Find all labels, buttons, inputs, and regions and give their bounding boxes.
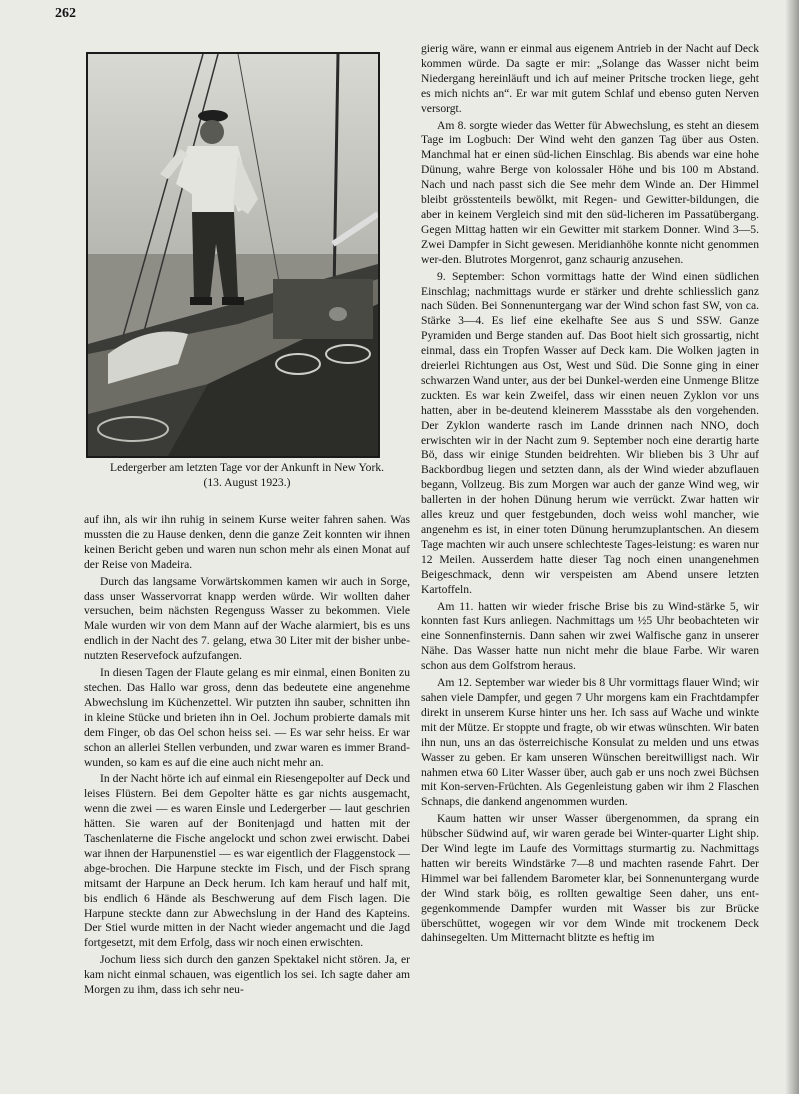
paragraph: Durch das langsame Vorwärtskommen kamen wir auch in Sorge, dass unser Wasservorrat knapp werden würde. Wir wollten daher versuchen, beim nächsten Regenguss Wasser zu bekommen. Viele Male wurden wir von dem Mann auf der Wache alarmiert, bis es uns endlich in der Nacht des 7. gelang, etwa 30 Liter mit der bisher unbe-nutzten Reservefock aufzufangen. (84, 574, 410, 663)
paragraph: Am 8. sorgte wieder das Wetter für Abwechslung, es steht an diesem Tage im Logbuch: Der Wind weht den ganzen Tag über aus Osten. Manchmal hat er einen süd-lichen Einschlag. Bis abends war eine hohe Dünung, wahre Berge von kolossaler Höhe und bis 100 m Abstand. Nach und nach passt sich die See mehr dem Winde an. Der Himmel bleibt grösstenteils bewölkt, mit Regen- und Gewitter-bildungen, die aber in keinem Vergleich sind mit den süd-licheren im Passatübergang. Gegen Mittag hatten wir ein Gewitter mit starkem Donner. Wind 3—5. Zwei Dampfer in Sicht gewesen. Meridianhöhe konnte nicht genommen wer-den. Blutrotes Morgenrot, ganz schaurig anzusehen. (421, 118, 759, 266)
paragraph: Am 11. hatten wir wieder frische Brise bis zu Wind-stärke 5, wir konnten fast Kurs anliegen. Nachmittags um ½5 Uhr beobachteten wir eine Sonnenfinsternis. Dann sahen wir zwei Walfische ganz in unserer Nähe. Das Wasser hatte nun nicht mehr die blaue Farbe. Wir waren schon aus dem Golfstrom heraus. (421, 599, 759, 673)
page-edge-shadow (785, 0, 799, 1094)
paragraph: gierig wäre, wann er einmal aus eigenem Antrieb in der Nacht auf Deck kommen würde. Da sagte er mir: „Solange das Wasser nicht beim Niedergang hereinläuft und ich auf meiner Pritsche trocken liege, geht es mich nichts an“. Er war mit gutem Schlaf und ebenso guten Nerven versorgt. (421, 42, 759, 115)
paragraph: Kaum hatten wir unser Wasser übergenommen, da sprang ein hübscher Südwind auf, wir waren gerade bei Winter-quarter Light ship. Der Wind legte im Laufe des Vormittags sturmartig zu. Nachmittags hatten wir bereits Windstärke 7—8 und machten rasende Fahrt. Der Himmel war bei fallendem Barometer klar, bei Sonnenuntergang wurde der Wind stark böig, es rollten gewaltige Seen daher, uns ent-gegenkommende Dampfer wurden mit Wasser bis zur Brücke überschüttet, wogegen wir vor dem Winde mit trockenem Deck dahinsegelten. Um Mitternacht blitzte es heftig im (421, 812, 759, 945)
paragraph: Am 12. September war wieder bis 8 Uhr vormittags flauer Wind; wir sahen viele Dampfer, und gegen 7 Uhr morgens kam ein Frachtdampfer direkt in unserem Kurse hinter uns her. Ich sass auf Wache und winkte mit der Mütze. Er stoppte und fragte, ob wir etwas wünschten. Wir baten ihn nun, uns an das österreichische Konsulat zu melden und uns etwas Wasser zu geben. Er kam unseren Wünschen bereitwilligst nach. Wir nahmen etwa 60 Liter Wasser über, auch gab er uns noch zwei Büchsen mit Kon-serven-Früchten. Als Gegenleistung gaben wir ihm 2 Flaschen Schnaps, die dankend angenommen wurden. (421, 676, 759, 809)
caption-line-2: (13. August 1923.) (203, 476, 291, 489)
right-column (421, 42, 759, 946)
paragraph: In der Nacht hörte ich auf einmal ein Riesengepolter auf Deck und leises Flüstern. Bei dem Gepolter hätte es gar nichts ausgemacht, wenn die zwei — es waren Einsle und Ledergerber — laut geschrien hätten. Sie waren auf der Bonitenjagd und hatten mit der Taschenlaterne die Fische angelockt und schon zwei erwischt. Dabei war ihnen der Harpunenstiel — es war eigentlich der Flaggenstock — abge-brochen. Die Harpune steckte im Fisch, und der Fisch sprang mitsamt der Harpune an Deck herum. Ich kam herauf und half mit, bis endlich 6 Hände als Beschwerung auf dem Fisch lagen. Die Harpune steckte dann zur Abwechslung in der Hand des Kapteins. Der Stiel wurde mitten in der Nacht wieder angemacht und die Jagd fortgesetzt, mit dem Erfolg, dass wir noch einen erwischten. (84, 772, 410, 950)
caption-line-1: Ledergerber am letzten Tage vor der Ankunft in New York. (109, 461, 385, 474)
sailor-photograph (86, 52, 380, 458)
paragraph: auf ihn, als wir ihn ruhig in seinem Kurse weiter fahren sahen. Was mussten die zu Hause denken, denn die ganze Zeit konnten wir ihnen keinen Bericht geben und waren nun schon mehr als einen Monat auf der Reise von Madeira. (84, 513, 410, 571)
page-number: 262 (55, 6, 76, 21)
paragraph: 9. September: Schon vormittags hatte der Wind einen südlichen Einschlag; nachmittags wurde er stärker und drehte schliesslich ganz nach Süden. Bei Sonnenuntergang war der Wind schon fast SW, von ca. Stärke 3—4. Es lief eine ekelhafte See aus S und SSW. Ganze Pyramiden und Berge standen auf. Das Boot hielt sich grossartig, nicht einmal, dass ein Tropfen Wasser auf Deck kam. Die Wolken jagten in dreierlei Richtungen aus Ost, West und Süd. Die Sonne ging in einer schwarzen Wand unter, aus der bei Dunkel-werden eine Unmenge Blitze zuckten. Es war kein Zweifel, dass wir einen neuen Zyklon vor uns hatten, aber in be-deutend kleinerem Massstabe als den vorgehenden. Der Zyklon wanderte rasch im Lande drinnen nach NNO, doch erwischten wir in der Nacht zum 9. September noch eine derartig harte Bö, dass wir einige Stunden beidrehten. Wir blieben bis 3 Uhr auf Backbordbug liegen und setzten dann, als der Wind wieder abzuflauen begann, Vollzeug. Bis zum Morgen war auch der ganze Wind weg, wir ballerten in der hohen Dünung herum wie verrückt. Zwar hatten wir alles kreuz und quer festgebunden, doch weiss wohl mancher, wie angenehm es ist, in einer toten Dünung herumzuplantschen. An diesem Tage machten wir auch unsere schlechteste Tages-leistung: es waren nur 12 Meilen. Ausserdem hatte dieser Tag noch einen unangenehmen Beigeschmack, denn wir verspeisten am Abend unsere letzten Kartoffeln. (421, 269, 759, 596)
paragraph: In diesen Tagen der Flaute gelang es mir einmal, einen Boniten zu stechen. Das Hallo war gross, denn das bedeutete eine angenehme Abwechslung im Küchenzettel. Wir putzten ihn sauber, schnitten ihn in kleine Stücke und brieten ihn in Oel. Jochum probierte damals mit dem Finger, ob das Oel schon heiss sei. — Es war sehr heiss. Er war schon an allerlei Stellen verbunden, und zwar waren es immer Brand-wunden, so kam es auf die eine auch nicht mehr an. (84, 666, 410, 769)
paragraph: Jochum liess sich durch den ganzen Spektakel nicht stören. Ja, er kam nicht einmal schauen, was eigentlich los sei. Ich sagte daher am Morgen zu ihm, dass ich sehr neu- (84, 953, 410, 997)
figure-caption (84, 460, 410, 490)
left-column (84, 513, 410, 998)
